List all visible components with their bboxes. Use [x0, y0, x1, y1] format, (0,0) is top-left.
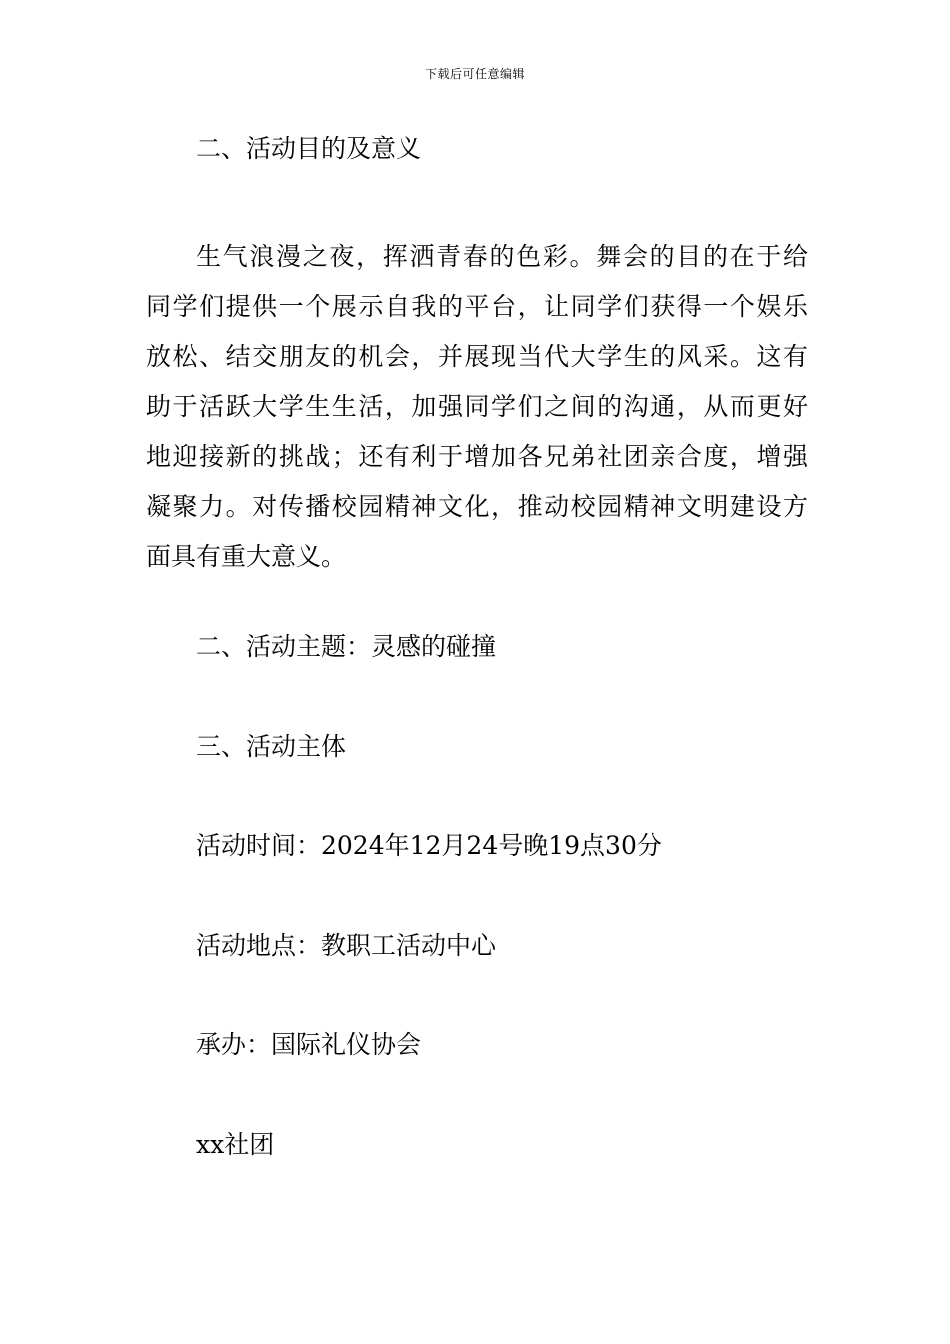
activity-location: 活动地点：教职工活动中心 — [196, 931, 497, 960]
club: xx社团 — [196, 1130, 275, 1159]
paragraph-line: 助于活跃大学生生活，加强同学们之间的沟通，从而更好 — [146, 392, 808, 421]
section-theme: 二、活动主题：灵感的碰撞 — [196, 632, 497, 661]
paragraph-line: 地迎接新的挑战；还有利于增加各兄弟社团亲合度，增强 — [146, 442, 808, 471]
paragraph-line: 面具有重大意义。 — [146, 542, 347, 571]
paragraph-line: 放松、结交朋友的机会，并展现当代大学生的风采。这有 — [146, 342, 808, 371]
download-note-header: 下载后可任意编辑 — [424, 67, 525, 81]
organizer: 承办：国际礼仪协会 — [196, 1030, 422, 1059]
paragraph-line: 同学们提供一个展示自我的平台，让同学们获得一个娱乐 — [146, 292, 808, 321]
paragraph-line: 凝聚力。对传播校园精神文化，推动校园精神文明建设方 — [146, 492, 808, 521]
section-purpose-heading: 二、活动目的及意义 — [196, 134, 422, 163]
activity-time: 活动时间：2024年12月24号晚19点30分 — [196, 831, 662, 860]
section-subject-heading: 三、活动主体 — [196, 732, 347, 761]
purpose-paragraph — [146, 232, 808, 582]
paragraph-line: 生气浪漫之夜，挥洒青春的色彩。舞会的目的在于给 — [196, 242, 808, 271]
